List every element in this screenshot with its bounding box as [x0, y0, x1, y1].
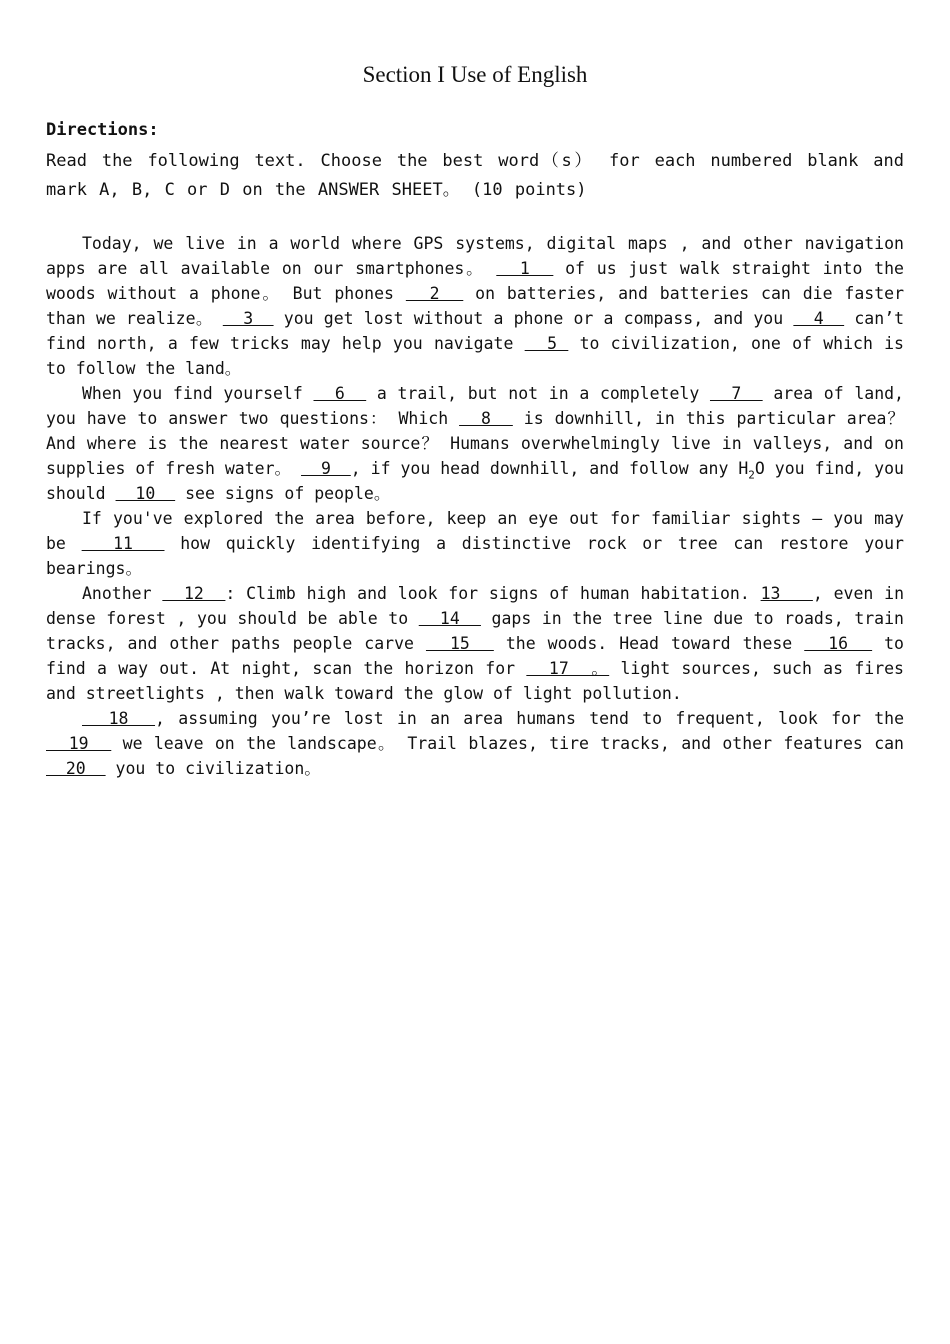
blank-19: 19	[46, 734, 112, 753]
passage-text: you get lost without a phone or a compass, and you	[273, 309, 794, 328]
blank-9: 9	[301, 459, 351, 478]
directions-heading: Directions:	[46, 120, 159, 140]
passage-text: can’t find north, a few tricks may help you navigate	[46, 309, 905, 353]
paragraph-5	[46, 706, 904, 781]
blank-2: 2	[405, 284, 464, 303]
blank-16: 16	[804, 634, 873, 653]
blank-11: 11	[81, 534, 165, 553]
passage-text: If you've explored the area before, keep an eye out for familiar sights – you may be	[46, 509, 904, 553]
passage-text: see signs of people。	[175, 484, 391, 503]
paragraph-3	[46, 506, 904, 581]
blank-7: 7	[709, 384, 763, 403]
blank-4: 4	[793, 309, 845, 328]
blank-1: 1	[496, 259, 554, 278]
passage-text: , even in dense forest , you should be able to	[46, 584, 905, 628]
blank-15: 15	[425, 634, 494, 653]
blank-18: 18	[82, 709, 156, 728]
paragraph-1	[46, 231, 904, 381]
passage-text: of us just walk straight into the woods without a phone。 But phones	[46, 259, 904, 303]
passage-text: When you find yourself	[82, 384, 314, 403]
passage-text: to civilization, one of which is to follow the land。	[46, 334, 904, 378]
paragraph-4	[46, 581, 904, 706]
passage-text: area of land, you have to answer two questions： Which	[46, 384, 904, 428]
passage-text: we leave on the landscape。 Trail blazes, tire tracks, and other features can	[111, 734, 904, 753]
blank-3: 3	[222, 309, 274, 328]
blank-10: 10	[115, 484, 176, 503]
passage-text: a trail, but not in a completely	[366, 384, 710, 403]
blank-13: 13	[760, 584, 813, 603]
passage-text: , assuming you’re lost in an area humans tend to frequent, look for the	[155, 709, 904, 728]
passage-text: gaps in the tree line due to roads, train tracks, and other paths people carve	[46, 609, 904, 653]
blank-20: 20	[46, 759, 106, 778]
passage-text: , if you head downhill, and follow any H	[350, 459, 749, 478]
blank-8: 8	[459, 409, 513, 428]
passage-text: : Climb high and look for signs of human habitation.	[225, 584, 761, 603]
subscript-2: 2	[748, 468, 755, 482]
passage-text: Today, we live in a world where GPS systems, digital maps , and other navigation apps are all available on our smartphones。	[46, 234, 904, 278]
cloze-passage	[46, 231, 904, 781]
passage-text: O you find, you should	[46, 459, 904, 503]
passage-text: Another	[82, 584, 163, 603]
blank-12: 12	[162, 584, 226, 603]
passage-text: light sources, such as fires and streetlights , then walk toward the glow of light pollution.	[46, 659, 904, 703]
passage-text: the woods. Head toward these	[493, 634, 805, 653]
passage-text: to find a way out. At night, scan the horizon for	[46, 634, 904, 678]
passage-text: how quickly identifying a distinctive rock or tree can restore your bearings。	[46, 534, 904, 578]
directions-text: Read the following text. Choose the best word（s） for each numbered blank and mark A, B, C or D on the ANSWER SHEET。 (10 points)	[46, 151, 904, 200]
paragraph-2	[46, 381, 904, 506]
blank-5: 5	[524, 334, 569, 353]
blank-17: 17 。	[526, 659, 610, 678]
section-title: Section I Use of English	[362, 62, 588, 87]
passage-text: you to civilization。	[105, 759, 321, 778]
blank-6: 6	[313, 384, 367, 403]
blank-14: 14	[418, 609, 481, 628]
passage-text: is downhill, in this particular area？ And where is the nearest water source？ Humans overwhelmingly live in valleys, and on supplies of fresh water。	[46, 409, 905, 478]
passage-text: on batteries, and batteries can die faster than we realize。	[46, 284, 905, 328]
